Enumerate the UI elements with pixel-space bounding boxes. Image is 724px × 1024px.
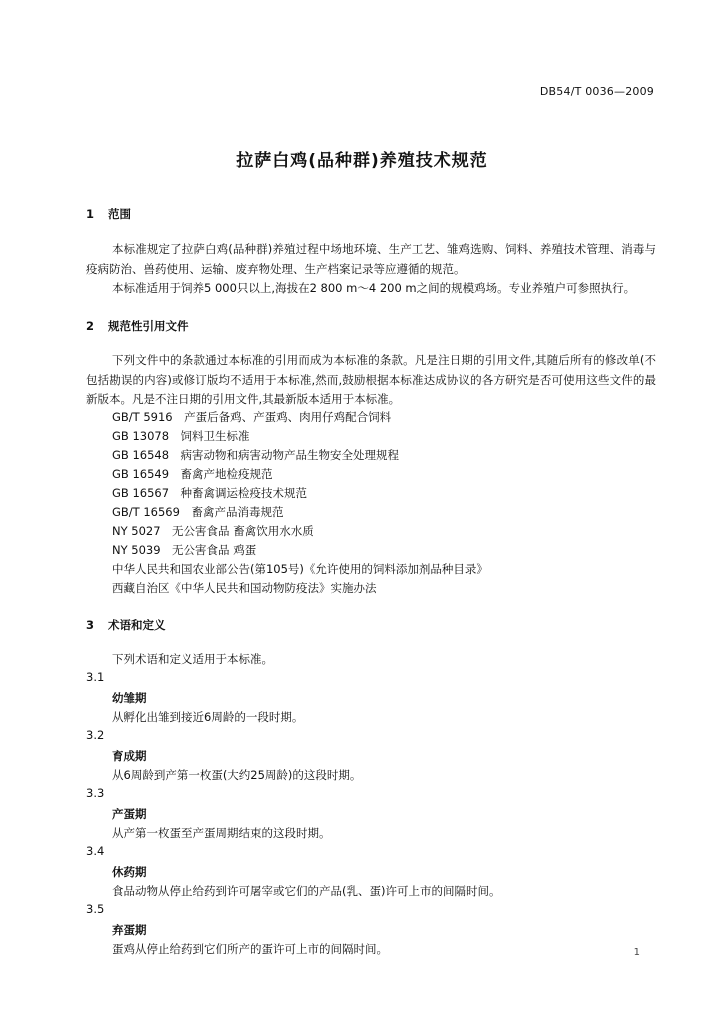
page-number: 1 (633, 947, 640, 958)
section-1-heading (86, 206, 131, 222)
section-2-intro: 下列文件中的条款通过本标准的引用而成为本标准的条款。凡是注日期的引用文件,其随后所有的修改单(不包括勘误的内容)或修订版均不适用于本标准,然而,鼓励根据本标准达成协议的各方研究是否可使用这些文件的最新版本。凡是不注日期的引用文件,其最新版本适用于本标准。 (86, 353, 656, 406)
reference-item: GB 16567 种畜禽调运检疫技术规范 (112, 486, 308, 500)
term-definition: 从6周龄到产第一枚蛋(大约25周龄)的这段时期。 (112, 768, 362, 782)
section-number: 1 (86, 207, 95, 221)
term-name: 育成期 (112, 749, 147, 763)
term-name: 幼雏期 (112, 691, 147, 705)
term-definition: 从孵化出雏到接近6周龄的一段时期。 (112, 710, 304, 724)
term-definition: 食品动物从停止给药到许可屠宰或它们的产品(乳、蛋)许可上市的间隔时间。 (112, 884, 501, 898)
term-definition: 从产第一枚蛋至产蛋周期结束的这段时期。 (112, 826, 331, 840)
term-number: 3.2 (86, 728, 105, 742)
section-title: 规范性引用文件 (108, 319, 189, 333)
section-3-heading (86, 617, 166, 633)
reference-item: GB 16548 病害动物和病害动物产品生物安全处理规程 (112, 448, 400, 462)
section-title: 术语和定义 (108, 618, 166, 632)
section-title: 范围 (108, 207, 131, 221)
reference-item: GB/T 5916 产蛋后备鸡、产蛋鸡、肉用仔鸡配合饲料 (112, 410, 392, 424)
term-number: 3.5 (86, 902, 105, 916)
section-3-intro: 下列术语和定义适用于本标准。 (112, 652, 273, 666)
term-number: 3.3 (86, 786, 105, 800)
term-name: 休药期 (112, 865, 147, 879)
term-name: 产蛋期 (112, 807, 147, 821)
reference-item: 中华人民共和国农业部公告(第105号)《允许使用的饲料添加剂品种目录》 (112, 562, 488, 576)
section-number: 2 (86, 319, 95, 333)
reference-item: GB 16549 畜禽产地检疫规范 (112, 467, 273, 481)
reference-item: NY 5039 无公害食品 鸡蛋 (112, 543, 257, 557)
reference-item: NY 5027 无公害食品 畜禽饮用水水质 (112, 524, 314, 538)
section-1-paragraph-2: 本标准适用于饲养5 000只以上,海拔在2 800 m～4 200 m之间的规模鸡场。专业养殖户可参照执行。 (112, 281, 636, 295)
section-number: 3 (86, 618, 95, 632)
term-name: 弃蛋期 (112, 923, 147, 937)
reference-item: GB/T 16569 畜禽产品消毒规范 (112, 505, 284, 519)
document-title: 拉萨白鸡(品种群)养殖技术规范 (236, 151, 488, 171)
section-1-paragraph-1: 本标准规定了拉萨白鸡(品种群)养殖过程中场地环境、生产工艺、雏鸡选购、饲料、养殖技术管理、消毒与疫病防治、兽药使用、运输、废弃物处理、生产档案记录等应遵循的规范。 (86, 242, 656, 276)
term-definition: 蛋鸡从停止给药到它们所产的蛋许可上市的间隔时间。 (112, 942, 388, 956)
section-2-heading (86, 318, 189, 334)
reference-item: 西藏自治区《中华人民共和国动物防疫法》实施办法 (112, 581, 377, 595)
reference-item: GB 13078 饲料卫生标准 (112, 429, 250, 443)
term-number: 3.4 (86, 844, 105, 858)
standard-code: DB54/T 0036—2009 (539, 85, 654, 98)
term-number: 3.1 (86, 670, 105, 684)
